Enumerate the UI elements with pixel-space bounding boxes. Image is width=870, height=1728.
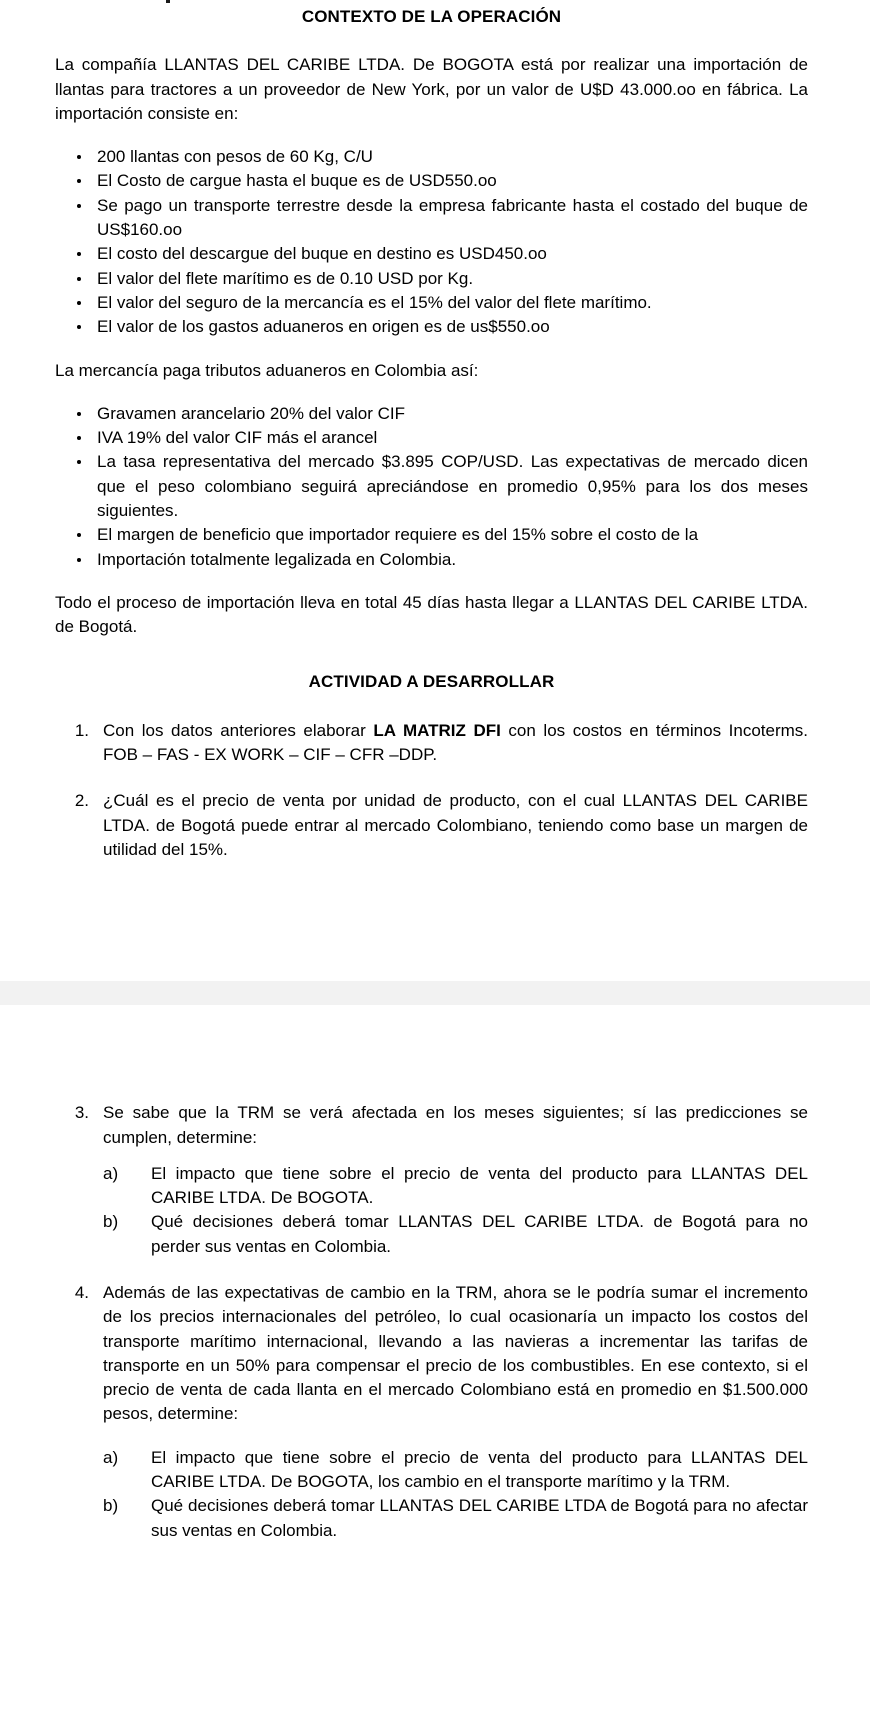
activity-list-part-one [55,719,808,862]
spacer [55,1150,808,1162]
list-item: El costo del descargue del buque en destino es USD450.oo [55,242,808,266]
activity-list-part-two [55,1101,808,1150]
list-item: El valor del flete marítimo es de 0.10 USD por Kg. [55,267,808,291]
activity-item-1-text [103,721,808,764]
spacer [55,572,808,591]
list-item: El margen de beneficio que importador requiere es del 15% sobre el costo de la [55,523,808,547]
tributos-bullet-list [55,402,808,572]
activity-item-2-text: ¿Cuál es el precio de venta por unidad de producto, con el cual LLANTAS DEL CARIBE LTDA. de Bogotá puede entrar al mercado Colombiano, teniendo como base un margen de utilidad del 15%. [103,791,808,859]
spacer [55,126,808,145]
list-item: La tasa representativa del mercado $3.895 COP/USD. Las expectativas de mercado dicen que el peso colombiano seguirá apreciándose en promedio 0,95% para los dos meses siguientes. [55,450,808,523]
list-marker: a) [103,1447,119,1467]
list-marker: 4. [74,1283,89,1302]
item1-text-before: Con los datos anteriores elaborar [103,720,374,740]
spacer [55,1427,808,1446]
list-item: El Costo de cargue hasta el buque es de USD550.oo [55,169,808,193]
list-item: Importación totalmente legalizada en Colombia. [55,548,808,572]
spacer [55,693,808,719]
activity-list-part-three [55,1281,808,1427]
spacer [0,1005,870,1101]
tributos-intro-paragraph: La mercancía paga tributos aduaneros en Colombia así: [55,360,479,380]
closing-paragraph: Todo el proceso de importación lleva en total 45 días hasta llegar a LLANTAS DEL CARIBE LTDA. de Bogotá. [55,592,808,637]
page-content-area [0,0,870,862]
page-break-band [0,981,870,1005]
spacer [55,639,808,665]
spacer [0,862,870,981]
list-item: 200 llantas con pesos de 60 Kg, C/U [55,145,808,169]
list-marker: 3. [74,1103,89,1123]
spacer [55,383,808,402]
operation-bullet-list [55,145,808,339]
activity-item-4-text: Además de las expectativas de cambio en la TRM, ahora se le podría sumar el incremento de los precios internacionales del petróleo, lo cual ocasionaría un impacto los costos del transporte marítimo internacional, llevando a las navieras a incrementar las tarifas de transporte en un 50% para compensar el precio de los combustibles. En ese contexto, si el precio de venta de cada llanta en el mercado Colombiano está en promedio en $1.500.000 pesos, determine: [103,1283,808,1424]
list-marker: b) [103,1496,119,1516]
list-marker: a) [103,1163,119,1183]
list-marker: b) [103,1212,119,1232]
list-item [103,1446,808,1495]
page-title: CONTEXTO DE LA OPERACIÓN [301,7,562,26]
list-item: Se pago un transporte terrestre desde la empresa fabricante hasta el costado del buque de US$160.oo [55,194,808,243]
list-item [103,1162,808,1211]
item1-text-after: con los costos en términos Incoterms. FOB – FAS - EX WORK – CIF – CFR –DDP. [103,720,809,765]
list-item [55,789,808,862]
item1-bold-term: LA MATRIZ DFI [373,720,501,740]
list-item: El valor de los gastos aduaneros en origen es de us$550.oo [55,315,808,339]
activity-item-3-subitems [55,1162,808,1259]
list-item [103,1210,808,1259]
list-marker: 1. [74,720,89,740]
spacer [55,27,808,53]
list-item [55,1281,808,1427]
activity-item-4b-text: Qué decisiones deberá tomar LLANTAS DEL CARIBE LTDA de Bogotá para no afectar sus ventas en Colombia. [151,1496,808,1540]
page-top-artifact [166,0,170,3]
activity-item-3-text: Se sabe que la TRM se verá afectada en los meses siguientes; sí las predicciones se cumplen, determine: [103,1103,808,1147]
activity-heading: ACTIVIDAD A DESARROLLAR [308,672,555,692]
list-item: El valor del seguro de la mercancía es el 15% del valor del flete marítimo. [55,291,808,315]
activity-item-3b-text: Qué decisiones deberá tomar LLANTAS DEL CARIBE LTDA. de Bogotá para no perder sus ventas en Colombia. [151,1212,808,1256]
spacer [55,1259,808,1281]
activity-item-3a-text: El impacto que tiene sobre el precio de venta del producto para LLANTAS DEL CARIBE LTDA. De BOGOTA. [151,1163,808,1208]
activity-item-4a-text: El impacto que tiene sobre el precio de venta del producto para LLANTAS DEL CARIBE LTDA. De BOGOTA, los cambio en el transporte marítimo y la TRM. [151,1447,808,1492]
list-marker: 2. [74,791,89,811]
list-item [103,1494,808,1543]
list-item: IVA 19% del valor CIF más el arancel [55,426,808,450]
activity-item-4-subitems [55,1446,808,1543]
list-item [55,719,808,768]
intro-paragraph: La compañía LLANTAS DEL CARIBE LTDA. De BOGOTA está por realizar una importación de llantas para tractores a un proveedor de New York, por un valor de U$D 43.000.oo en fábrica. La importación consiste en: [55,55,808,123]
spacer [55,340,808,359]
list-item [55,1101,808,1150]
list-item: Gravamen arancelario 20% del valor CIF [55,402,808,426]
page-content-area-continued [0,1101,870,1543]
